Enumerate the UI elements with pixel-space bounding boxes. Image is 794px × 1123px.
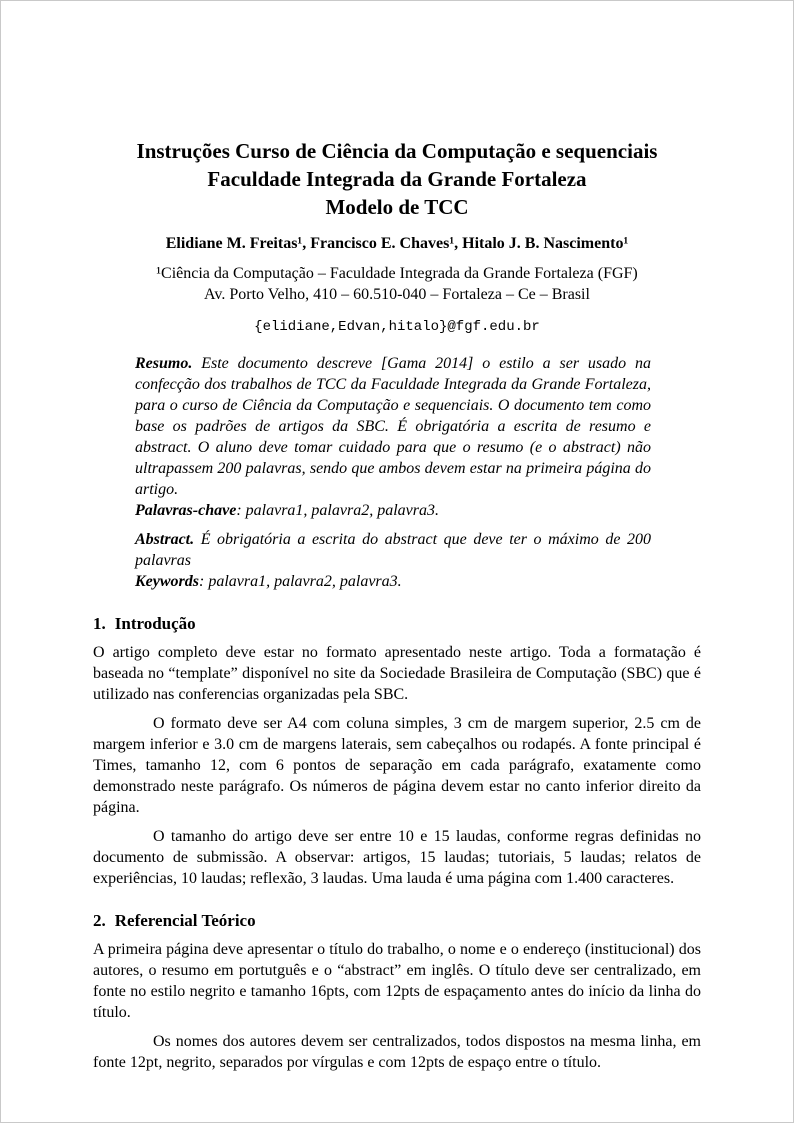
abstract-block [135, 529, 651, 592]
section-1-paragraph-3: O tamanho do artigo deve ser entre 10 e 15 laudas, conforme regras definidas no documento de submissão. A observar: artigos, 15 laudas; tutoriais, 5 laudas; relatos de experiências, 10 laudas; reflexão, 3 laudas. Uma lauda é uma página com 1.400 caracteres. [93, 828, 701, 887]
resumo-keywords-label: Palavras-chave [135, 502, 237, 519]
email-line: {elidiane,Edvan,hitalo}@fgf.edu.br [254, 319, 540, 335]
abstract-text: É obrigatória a escrita do abstract que deve ter o máximo de 200 palavras [135, 531, 651, 569]
abstract-keywords-text: : palavra1, palavra2, palavra3. [199, 573, 402, 590]
abstract-label: Abstract. [135, 531, 195, 548]
abstract-keywords-label: Keywords [135, 573, 199, 590]
section-2-paragraph-1: A primeira página deve apresentar o título do trabalho, o nome e o endereço (institucional) dos autores, o resumo em portutguês e o “abstract” em inglês. O título deve ser centralizado, em fonte no estilo negrito e tamanho 16pts, com 12pts de espaçamento antes do início da linha do título. [93, 941, 701, 1021]
authors-line: Elidiane M. Freitas¹, Francisco E. Chaves¹, Hitalo J. B. Nascimento¹ [165, 235, 629, 252]
section-1-number: 1. [93, 614, 106, 633]
page-title-line-1: Instruções Curso de Ciência da Computação e sequenciais [136, 139, 658, 163]
resumo-text: Este documento descreve [Gama 2014] o estilo a ser usado na confecção dos trabalhos de TCC da Faculdade Integrada da Grande Fortaleza, para o curso de Ciência da Computação e sequenciais. O documento tem como base os padrões de artigos da SBC. É obrigatória a escrita de resumo e abstract. O aluno deve tomar cuidado para que o resumo (e o abstract) não ultrapassem 200 palavras, sendo que ambos devem estar na primeira página do artigo. [135, 355, 651, 498]
section-1-paragraph-2: O formato deve ser A4 com coluna simples, 3 cm de margem superior, 2.5 cm de margem inferior e 3.0 cm de margens laterais, sem cabeçalhos ou rodapés. A fonte principal é Times, tamanho 12, com 6 pontos de separação em cada parágrafo, exatamente como demonstrado neste parágrafo. Os números de página devem estar no canto inferior direito da página. [93, 715, 701, 816]
section-1-heading [93, 613, 701, 635]
page-title [93, 137, 701, 221]
section-2-heading [93, 910, 701, 932]
page-title-line-3: Modelo de TCC [325, 195, 469, 219]
affiliation-block [93, 263, 701, 305]
resumo-keywords-text: : palavra1, palavra2, palavra3. [236, 502, 439, 519]
resumo-block [135, 353, 651, 521]
section-2-paragraph-2: Os nomes dos autores devem ser centralizados, todos dispostos na mesma linha, em fonte 12pt, negrito, separados por vírgulas e com 12pts de espaço entre o título. [93, 1033, 701, 1071]
abstract-paragraph [135, 529, 651, 571]
resumo-paragraph [135, 353, 651, 500]
section-2-title: Referencial Teórico [114, 911, 256, 930]
resumo-label: Resumo. [135, 355, 193, 372]
abstract-keywords [135, 571, 651, 592]
section-2-number: 2. [93, 911, 106, 930]
section-1-title: Introdução [114, 614, 196, 633]
affiliation-line-2: Av. Porto Velho, 410 – 60.510-040 – Fortaleza – Ce – Brasil [204, 286, 590, 303]
resumo-keywords [135, 500, 651, 521]
affiliation-line-1: ¹Ciência da Computação – Faculdade Integrada da Grande Fortaleza (FGF) [156, 265, 638, 282]
page-title-line-2: Faculdade Integrada da Grande Fortaleza [207, 167, 587, 191]
section-1-paragraph-1: O artigo completo deve estar no formato apresentado neste artigo. Toda a formatação é baseada no “template” disponível no site da Sociedade Brasileira de Computação (SBC) que é utilizado nas conferencias organizadas pela SBC. [93, 644, 701, 703]
